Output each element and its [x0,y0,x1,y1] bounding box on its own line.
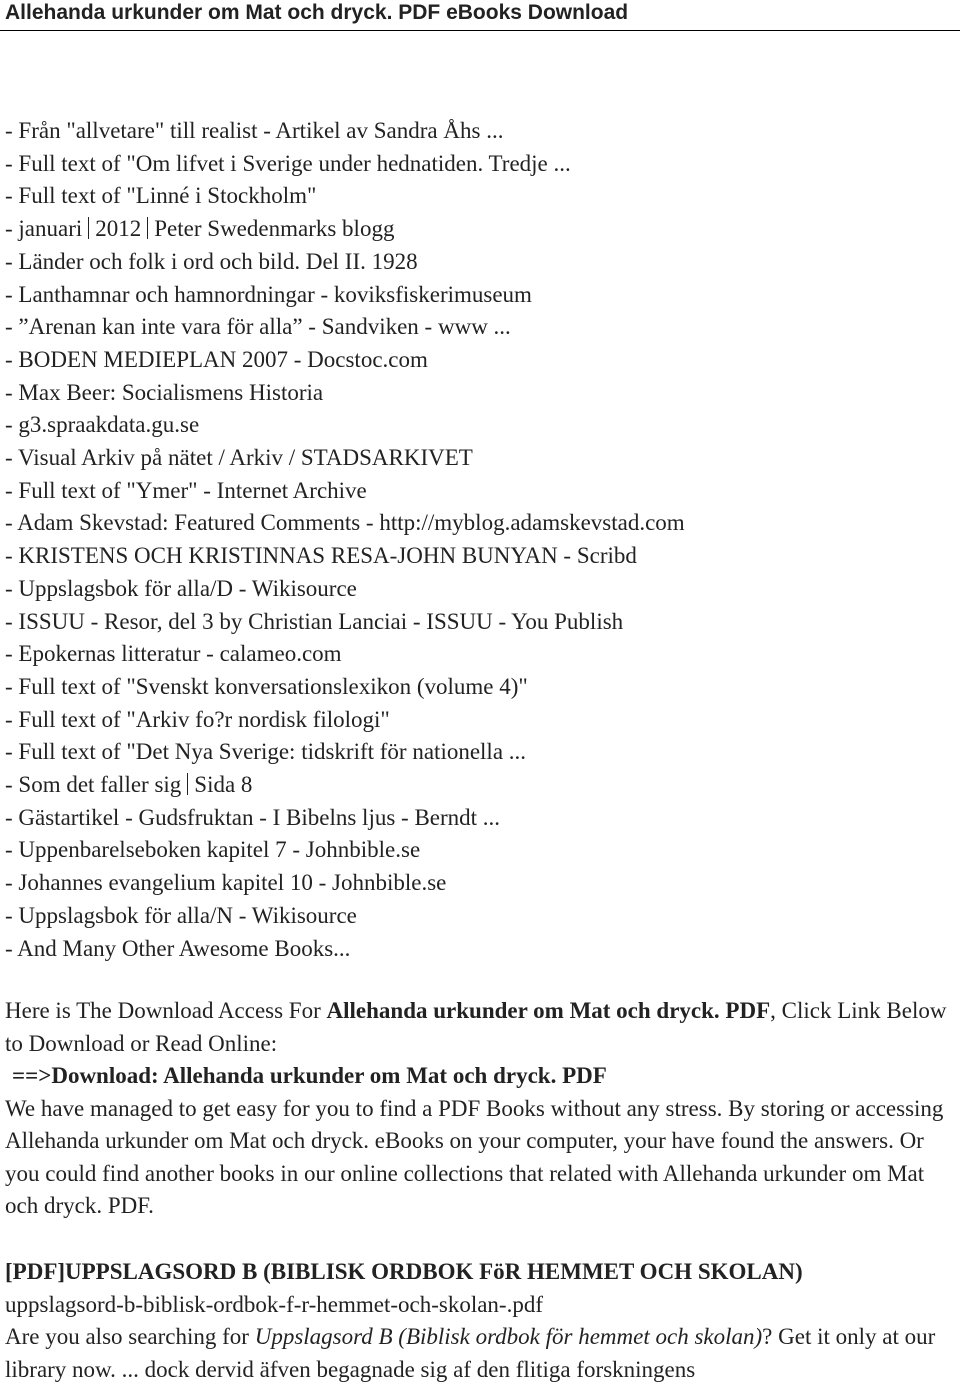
related-desc-book-title: Uppslagsord B (Biblisk ordbok för hemmet och skolan) [254,1324,763,1349]
download-section [5,995,955,1223]
list-item[interactable]: - ”Arenan kan inte vara för alla” - Sandviken - www ... [5,314,511,340]
list-item[interactable]: - Epokernas litteratur - calameo.com [5,641,342,667]
list-item-text: - Som det faller sig [5,772,182,798]
list-item[interactable]: - Länder och folk i ord och bild. Del II. 1928 [5,248,418,274]
download-link-arrow: ==> [12,1063,52,1088]
list-item[interactable]: - Uppenbarelseboken kapitel 7 - Johnbible.se [5,837,421,863]
related-book-title[interactable]: [PDF]UPPSLAGSORD B (BIBLISK ORDBOK FöR HEMMET OCH SKOLAN) [5,1259,803,1284]
list-item[interactable]: - Max Beer: Socialismens Historia [5,379,324,405]
list-item[interactable]: - ISSUU - Resor, del 3 by Christian Lanciai - ISSUU - You Publish [5,608,624,634]
list-item[interactable]: - Full text of "Arkiv fo?r nordisk filologi" [5,706,390,732]
list-item[interactable]: - Full text of "Ymer" - Internet Archive [5,477,367,503]
list-item[interactable]: - Full text of "Svenskt konversationslexikon (volume 4)" [5,673,528,699]
list-item[interactable]: - Från "allvetare" till realist - Artikel av Sandra Åhs ... [5,118,504,143]
list-item[interactable]: - Lanthamnar och hamnordningar - koviksfiskerimuseum [5,281,532,307]
related-books-list [5,115,955,965]
separator-bar [187,773,188,795]
header-divider [0,30,960,31]
list-item[interactable]: - Full text of "Det Nya Sverige: tidskrift för nationella ... [5,739,527,765]
list-item[interactable] [5,769,955,802]
related-book-section [5,1256,955,1386]
list-item[interactable]: - g3.spraakdata.gu.se [5,412,200,438]
list-item[interactable] [5,213,955,246]
download-intro-book-title: Allehanda urkunder om Mat och dryck. PDF [326,998,771,1023]
list-item[interactable]: - Adam Skevstad: Featured Comments - http://myblog.adamskevstad.com [5,510,685,536]
download-intro-text: Here is The Download Access For [5,998,327,1023]
page-header-title: Allehanda urkunder om Mat och dryck. PDF eBooks Download [5,1,629,24]
list-item-text: - januari [5,216,83,242]
download-paragraph: We have managed to get easy for you to find a PDF Books without any stress. By storing or accessing Allehanda urkunder om Mat och dryck. eBooks on your computer, your have found the answers. Or you could find another books in our online collections that related with Allehanda urkunder om Mat och dryck. PDF. [5,1095,944,1218]
list-item-text: 2012 [95,216,142,242]
list-item[interactable]: - KRISTENS OCH KRISTINNAS RESA-JOHN BUNYAN - Scribd [5,543,637,569]
separator-bar [88,217,89,239]
list-item[interactable]: - BODEN MEDIEPLAN 2007 - Docstoc.com [5,346,428,372]
list-item-text: Peter Swedenmarks blogg [154,216,395,242]
related-book-description [5,1321,955,1386]
download-link-text: Download: Allehanda urkunder om Mat och dryck. PDF [51,1063,607,1088]
list-item[interactable]: - Gästartikel - Gudsfruktan - I Bibelns ljus - Berndt ... [5,804,501,830]
list-item[interactable]: - Uppslagsbok för alla/D - Wikisource [5,575,357,601]
list-item[interactable]: - And Many Other Awesome Books... [5,935,351,961]
download-link[interactable] [5,1060,955,1093]
separator-bar [147,217,148,239]
list-item[interactable]: - Uppslagsbok för alla/N - Wikisource [5,902,357,928]
related-desc-text: ? Get it only at our library now. ... dock dervid äfven begagnade sig af den flitiga forskningens [5,1324,936,1382]
list-item[interactable]: - Visual Arkiv på nätet / Arkiv / STADSARKIVET [5,445,473,471]
download-intro [5,995,955,1060]
list-item-text: Sida 8 [194,772,253,798]
list-item[interactable]: - Johannes evangelium kapitel 10 - Johnbible.se [5,870,447,896]
list-item[interactable]: - Full text of "Om lifvet i Sverige under hednatiden. Tredje ... [5,150,571,176]
related-book-filename: uppslagsord-b-biblisk-ordbok-f-r-hemmet-och-skolan-.pdf [5,1291,543,1317]
related-desc-text: Are you also searching for [5,1324,255,1349]
list-item[interactable]: - Full text of "Linné i Stockholm" [5,183,317,209]
download-intro-text: , Click Link Below to Download or Read Online: [5,998,947,1056]
